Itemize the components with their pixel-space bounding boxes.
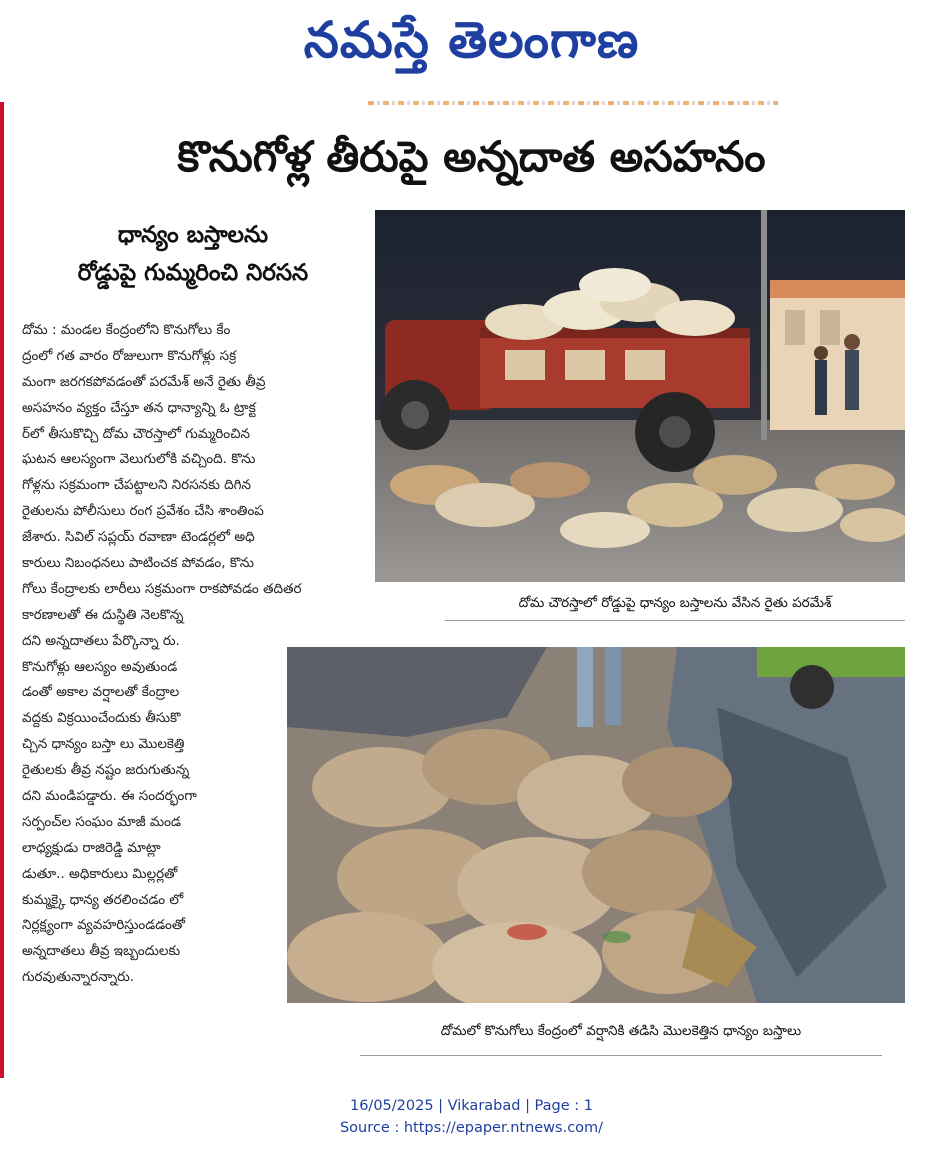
body-line: గురవుతున్నారన్నారు. <box>22 969 135 986</box>
masthead-logo: నమస్తే తెలంగాణ <box>303 11 640 69</box>
caption-divider <box>445 620 905 621</box>
body-line: అసహనం వ్యక్తం చేస్తూ తన ధాన్యాన్ని ఓ ట్రాక్ట <box>22 399 256 416</box>
body-line: ద్రంలో గత వారం రోజులుగా కొనుగోళ్లు సక్ర <box>22 347 237 364</box>
subheadline-line: ధాన్యం బస్తాలను <box>117 222 269 248</box>
photo-tractor-grain-bags <box>375 210 905 582</box>
body-line: కొనుగోళ్లు ఆలస్యం అవుతుండ <box>22 658 178 675</box>
photo1-caption: దోమ చౌరస్తాలో రోడ్డుపై ధాన్యం బస్తాలను వేసిన రైతు పరమేశ్ <box>518 595 832 611</box>
body-line: ఘటన ఆలస్యంగా వెలుగులోకి వచ్చింది. కొను <box>22 451 256 468</box>
body-line: చ్చిన ధాన్యం బస్తా లు మొలకెత్తి <box>22 736 185 753</box>
body-line: రైతులను పోలీసులు రంగ ప్రవేశం చేసి శాంతింప <box>22 503 264 520</box>
body-line: డంతో అకాల వర్షాలతో కేంద్రాల <box>22 684 180 701</box>
body-line: జేశారు. సివిల్ సప్లయ్ రవాణా టెండర్లలో అధి <box>22 529 255 546</box>
body-line: గోళ్లను సక్రమంగా చేపట్టాలని నిరసనకు దిగిన <box>22 477 252 494</box>
headline: కొనుగోళ్ల తీరుపై అన్నదాత అసహనం <box>177 132 766 181</box>
photo2-caption: దోమలో కొనుగోలు కేంద్రంలో వర్షానికి తడిసి మొలకెత్తిన ధాన్యం బస్తాలు <box>440 1023 802 1039</box>
body-line: సర్పంచ్‌ల సంఘం మాజీ మండ <box>22 813 181 830</box>
body-line: రైతులకు తీవ్ర నష్టం జరుగుతున్న <box>22 762 190 779</box>
body-line: మంగా జరగకపోవడంతో పరమేశ్ అనే రైతు తీవ్ర <box>22 373 266 390</box>
body-line: దని అన్నదాతలు పేర్కొన్నా రు. <box>22 632 180 649</box>
subheadline <box>18 216 368 292</box>
body-line: నిర్లక్ష్యంగా వ్యవహరిస్తుండడంతో <box>22 917 186 934</box>
left-accent-rule <box>0 102 4 1078</box>
body-line: కుమ్మక్కై ధాన్య తరలించడం లో <box>22 891 184 908</box>
subheadline-line: రోడ్డుపై గుమ్మరించి నిరసన <box>77 260 309 286</box>
body-line: గోలు కేంద్రాలకు లారీలు సక్రమంగా రాకపోవడం తదితర <box>22 580 302 597</box>
body-line: డుతూ.. అధికారులు మిల్లర్లతో <box>22 865 178 882</box>
footer-source-line: Source : https://epaper.ntnews.com/ <box>339 1120 604 1136</box>
footer-edition-line: 16/05/2025 | Vikarabad | Page : 1 <box>349 1098 593 1114</box>
body-line: ర్‌లో తీసుకొచ్చి దోమ చౌరస్తాలో గుమ్మరించిన <box>22 425 250 442</box>
caption-divider <box>360 1055 882 1056</box>
decorative-rule <box>368 101 778 105</box>
article-body <box>22 318 302 991</box>
body-line: కారణాలతో ఈ దుస్థితి నెలకొన్న <box>22 606 184 623</box>
body-line: అన్నదాతలు తీవ్ర ఇబ్బందులకు <box>22 943 181 960</box>
photo-wet-grain-bags <box>287 647 905 1003</box>
body-line: కారులు నిబంధనలు పాటించక పోవడం, కొను <box>22 555 255 572</box>
body-line: లాధ్యక్షుడు రాజిరెడ్డి మాట్లా <box>22 839 161 856</box>
body-line: దని మండిపడ్డారు. ఈ సందర్భంగా <box>22 788 197 805</box>
body-line: వద్దకు విక్రయించేందుకు తీసుకొ <box>22 710 181 727</box>
body-line: దోమ : మండల కేంద్రంలోని కొనుగోలు కేం <box>22 322 231 338</box>
